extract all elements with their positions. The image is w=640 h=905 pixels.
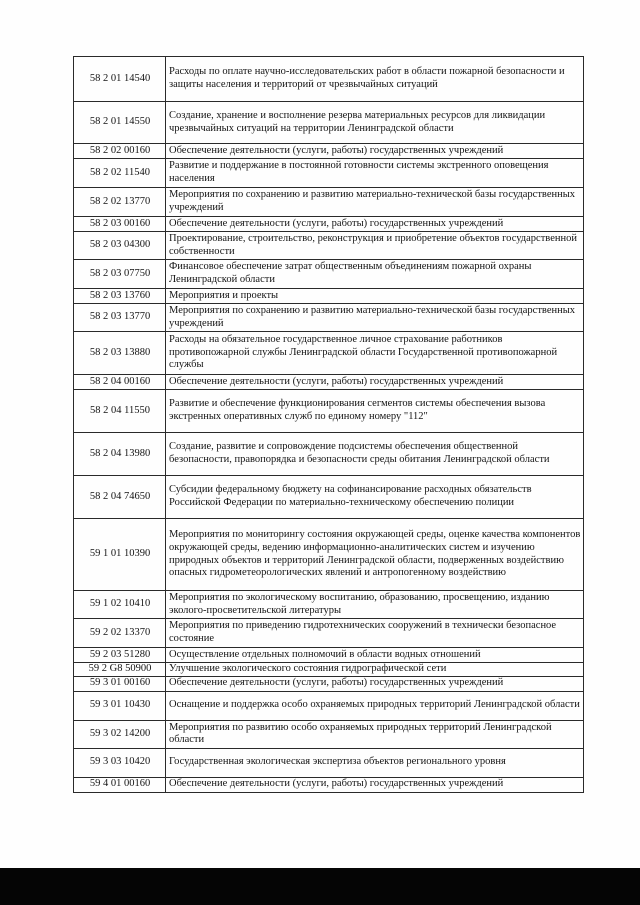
- table-row: [74, 691, 584, 720]
- table-row: [74, 159, 584, 188]
- table-row: [74, 102, 584, 144]
- table-row: [74, 748, 584, 777]
- description-cell: Улучшение экологического состояния гидрографической сети: [166, 663, 584, 677]
- table-row: [74, 57, 584, 102]
- description-cell: Создание, хранение и восполнение резерва материальных ресурсов для ликвидации чрезвычайных ситуаций на территории Ленинградской области: [166, 102, 584, 144]
- code-cell: 58 2 03 04300: [74, 232, 166, 260]
- description-cell: Мероприятия по приведению гидротехнических сооружений в технически безопасное состояние: [166, 619, 584, 648]
- code-cell: 58 2 01 14550: [74, 102, 166, 144]
- table-row: [74, 720, 584, 748]
- table-row: [74, 188, 584, 217]
- table-row: [74, 777, 584, 792]
- table-row: [74, 663, 584, 677]
- table-row: [74, 217, 584, 232]
- description-cell: Мероприятия по сохранению и развитию материально-технической базы государственных учреждений: [166, 188, 584, 217]
- table-row: [74, 232, 584, 260]
- description-cell: Обеспечение деятельности (услуги, работы) государственных учреждений: [166, 676, 584, 691]
- description-cell: Расходы по оплате научно-исследовательских работ в области пожарной безопасности и защиты населения и территорий от чрезвычайных ситуаций: [166, 57, 584, 102]
- code-cell: 58 2 03 00160: [74, 217, 166, 232]
- code-cell: 58 2 03 07750: [74, 260, 166, 289]
- table-row: [74, 390, 584, 433]
- code-cell: 59 2 02 13370: [74, 619, 166, 648]
- table-row: [74, 375, 584, 390]
- description-cell: Обеспечение деятельности (услуги, работы) государственных учреждений: [166, 375, 584, 390]
- code-cell: 59 2 03 51280: [74, 648, 166, 663]
- description-cell: Развитие и обеспечение функционирования сегментов системы обеспечения вызова экстренных оперативных служб по единому номеру "112": [166, 390, 584, 433]
- code-cell: 58 2 04 74650: [74, 476, 166, 519]
- table-row: [74, 144, 584, 159]
- code-cell: 59 3 03 10420: [74, 748, 166, 777]
- table-row: [74, 260, 584, 289]
- code-cell: 59 1 01 10390: [74, 519, 166, 591]
- description-cell: Создание, развитие и сопровождение подсистемы обеспечения общественной безопасности, правопорядка и безопасности среды обитания Ленинградской области: [166, 433, 584, 476]
- description-cell: Развитие и поддержание в постоянной готовности системы экстренного оповещения населения: [166, 159, 584, 188]
- description-cell: Субсидии федеральному бюджету на софинансирование расходных обязательств Российской Федерации по материально-техническому обеспечению полиции: [166, 476, 584, 519]
- code-cell: 58 2 02 00160: [74, 144, 166, 159]
- description-cell: Осуществление отдельных полномочий в области водных отношений: [166, 648, 584, 663]
- table-row: [74, 433, 584, 476]
- code-cell: 58 2 03 13770: [74, 304, 166, 332]
- code-cell: 59 2 G8 50900: [74, 663, 166, 677]
- scan-bottom-border: [0, 868, 640, 905]
- code-cell: 59 4 01 00160: [74, 777, 166, 792]
- description-cell: Обеспечение деятельности (услуги, работы) государственных учреждений: [166, 217, 584, 232]
- table-row: [74, 619, 584, 648]
- table-row: [74, 519, 584, 591]
- table-row: [74, 676, 584, 691]
- code-cell: 59 3 01 10430: [74, 691, 166, 720]
- code-cell: 58 2 03 13880: [74, 332, 166, 375]
- description-cell: Мероприятия по экологическому воспитанию, образованию, просвещению, изданию эколого-просветительской литературы: [166, 591, 584, 619]
- table-row: [74, 591, 584, 619]
- description-cell: Государственная экологическая экспертиза объектов регионального уровня: [166, 748, 584, 777]
- table-row: [74, 332, 584, 375]
- code-cell: 59 1 02 10410: [74, 591, 166, 619]
- description-cell: Проектирование, строительство, реконструкция и приобретение объектов государственной собственности: [166, 232, 584, 260]
- description-cell: Мероприятия по развитию особо охраняемых природных территорий Ленинградской области: [166, 720, 584, 748]
- description-cell: Оснащение и поддержка особо охраняемых природных территорий Ленинградской области: [166, 691, 584, 720]
- code-cell: 59 3 01 00160: [74, 676, 166, 691]
- description-cell: Мероприятия и проекты: [166, 289, 584, 304]
- code-cell: 58 2 02 13770: [74, 188, 166, 217]
- description-cell: Мероприятия по мониторингу состояния окружающей среды, оценке качества компонентов окружающей среды, ведению информационно-аналитических систем и изучению природных объектов и территорий Ленинградской области, подверженных воздействию опасных гидрометеорологических явлений и антропогенному воздействию: [166, 519, 584, 591]
- code-cell: 58 2 01 14540: [74, 57, 166, 102]
- budget-code-table: [73, 56, 584, 793]
- table-row: [74, 476, 584, 519]
- code-cell: 58 2 04 11550: [74, 390, 166, 433]
- code-cell: 58 2 04 13980: [74, 433, 166, 476]
- code-cell: 59 3 02 14200: [74, 720, 166, 748]
- code-cell: 58 2 02 11540: [74, 159, 166, 188]
- description-cell: Финансовое обеспечение затрат общественным объединениям пожарной охраны Ленинградской области: [166, 260, 584, 289]
- description-cell: Расходы на обязательное государственное личное страхование работников противопожарной службы Ленинградской области Государственной противопожарной службы: [166, 332, 584, 375]
- description-cell: Мероприятия по сохранению и развитию материально-технической базы государственных учреждений: [166, 304, 584, 332]
- description-cell: Обеспечение деятельности (услуги, работы) государственных учреждений: [166, 777, 584, 792]
- description-cell: Обеспечение деятельности (услуги, работы) государственных учреждений: [166, 144, 584, 159]
- table-row: [74, 648, 584, 663]
- table-row: [74, 289, 584, 304]
- table-row: [74, 304, 584, 332]
- code-cell: 58 2 04 00160: [74, 375, 166, 390]
- code-cell: 58 2 03 13760: [74, 289, 166, 304]
